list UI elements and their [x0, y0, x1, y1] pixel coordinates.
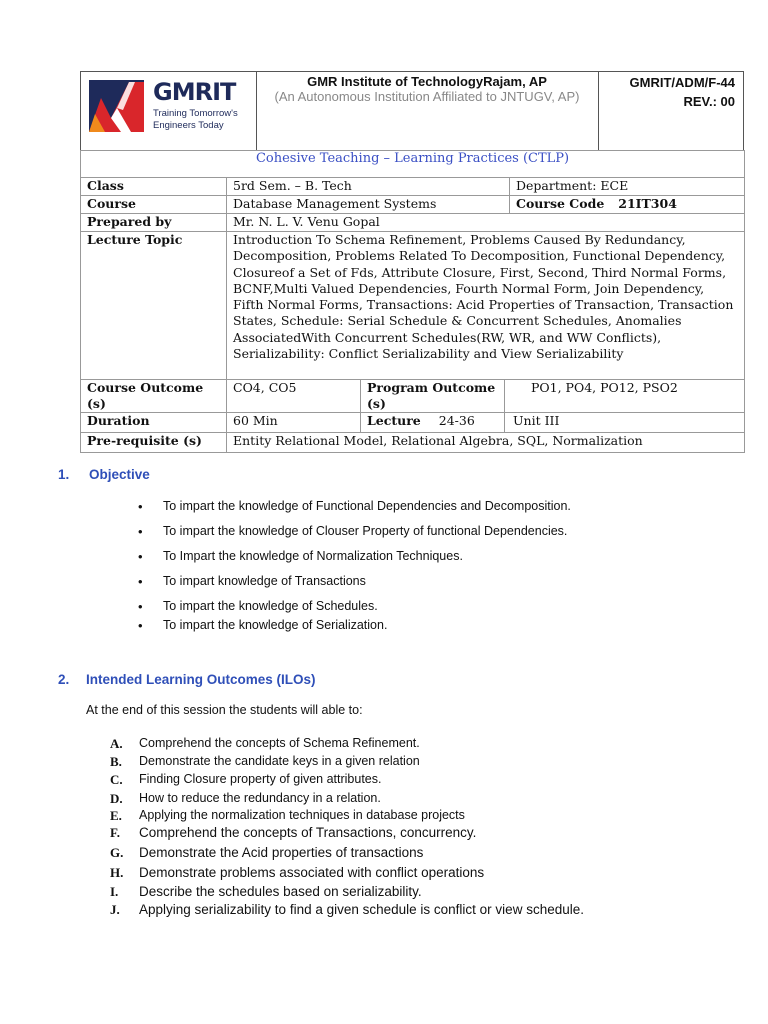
objective-item: • To impart the knowledge of Serialization.: [163, 618, 387, 632]
ilo-key: A.: [110, 736, 123, 751]
lecture-cell: [361, 413, 505, 433]
prerequisite-value: Entity Relational Model, Relational Algebra, SQL, Normalization: [227, 433, 745, 453]
prerequisite-label: Pre-requisite (s): [81, 433, 227, 453]
objective-item: • To impart the knowledge of Functional Dependencies and Decomposition.: [163, 499, 571, 513]
duration-value: 60 Min: [227, 413, 361, 433]
logo-cell: [81, 72, 257, 150]
course-code-cell: [510, 196, 745, 214]
ilo-item: [110, 845, 424, 860]
department-value: Department: ECE: [510, 178, 745, 196]
institute-cell: [256, 72, 599, 150]
objective-item: • To impart knowledge of Transactions: [163, 574, 366, 588]
ilo-key: G.: [110, 845, 124, 860]
lecture-topic-label: Lecture Topic: [81, 232, 227, 380]
ilo-key: H.: [110, 865, 124, 880]
ctlp-title: Cohesive Teaching – Learning Practices (CTLP): [81, 151, 745, 178]
program-outcome-label: Program Outcome (s): [361, 380, 505, 413]
ilo-key: F.: [110, 825, 120, 840]
logo-brand: GMRIT: [153, 78, 236, 106]
class-value: 5rd Sem. – B. Tech: [227, 178, 510, 196]
ilo-text: Finding Closure property of given attributes.: [139, 772, 382, 786]
program-outcome-value: PO1, PO4, PO12, PSO2: [505, 380, 745, 413]
objective-item: • To impart the knowledge of Clouser Property of functional Dependencies.: [163, 524, 567, 538]
objective-number: 1.: [58, 467, 70, 482]
objective-heading: Objective: [89, 467, 150, 482]
form-code-cell: [598, 72, 743, 150]
course-outcome-label: Course Outcome (s): [81, 380, 227, 413]
ilo-text: Demonstrate the candidate keys in a given relation: [139, 754, 420, 768]
course-outcome-value: CO4, CO5: [227, 380, 361, 413]
ilo-item: [110, 754, 420, 769]
ilo-text: Demonstrate problems associated with conflict operations: [139, 865, 485, 880]
ilo-text: Comprehend the concepts of Transactions, concurrency.: [139, 825, 477, 840]
institute-affiliation: (An Autonomous Institution Affiliated to JNTUGV, AP): [274, 89, 580, 104]
duration-label: Duration: [81, 413, 227, 433]
revision: REV.: 00: [683, 94, 735, 109]
lecture-value: 24-36: [438, 413, 475, 428]
ilo-item: [110, 825, 477, 840]
institute-name: GMR Institute of TechnologyRajam, AP: [307, 74, 547, 89]
ilo-item: [110, 902, 584, 917]
ilo-heading: Intended Learning Outcomes (ILOs): [86, 672, 316, 687]
ilo-number: 2.: [58, 672, 70, 687]
course-code-label: Course Code: [516, 196, 605, 211]
class-label: Class: [81, 178, 227, 196]
ilo-item: [110, 865, 485, 880]
ilo-text: How to reduce the redundancy in a relation.: [139, 791, 381, 805]
ilo-item: [110, 808, 465, 823]
ilo-item: [110, 791, 381, 806]
course-label: Course: [81, 196, 227, 214]
ilo-text: Comprehend the concepts of Schema Refinement.: [139, 736, 420, 750]
lecture-label: Lecture: [367, 413, 421, 428]
prepared-by-label: Prepared by: [81, 214, 227, 232]
ilo-item: [110, 736, 420, 751]
course-value: Database Management Systems: [227, 196, 510, 214]
ilo-item: [110, 884, 422, 899]
ilo-text: Applying serializability to find a given schedule is conflict or view schedule.: [139, 902, 584, 917]
ilo-key: E.: [110, 808, 122, 823]
ilo-text: Applying the normalization techniques in database projects: [139, 808, 465, 822]
ilo-key: J.: [110, 902, 120, 917]
header-box: [80, 71, 744, 151]
course-code-value: 21IT304: [618, 196, 677, 211]
ilo-intro: At the end of this session the students will able to:: [86, 703, 363, 717]
unit-value: Unit III: [505, 413, 745, 433]
ilo-item: [110, 772, 382, 787]
ilo-text: Demonstrate the Acid properties of transactions: [139, 845, 424, 860]
ilo-text: Describe the schedules based on serializability.: [139, 884, 422, 899]
ilo-key: C.: [110, 772, 123, 787]
objective-item: • To impart the knowledge of Schedules.: [163, 599, 378, 613]
prepared-by-value: Mr. N. L. V. Venu Gopal: [227, 214, 745, 232]
form-code: GMRIT/ADM/F-44: [629, 75, 735, 90]
lecture-topic-value: Introduction To Schema Refinement, Problems Caused By Redundancy, Decomposition, Problems Related To Decomposition, Functional Dependency, Closureof a Set of Fds, Attribute Closure, First, Second, Third Normal Forms, BCNF,Multi Valued Dependencies, Fourth Normal Form, Join Dependency, Fifth Normal Forms, Transactions: Acid Properties of Transaction, Transaction States, Schedule: Serial Schedule & Concurrent Schedules, Anomalies AssociatedWith Concurrent Schedules(RW, WR, and WW Conflicts), Serializability: Conflict Serializability and View Serializability: [227, 232, 745, 380]
objective-item: • To Impart the knowledge of Normalization Techniques.: [163, 549, 463, 563]
logo-tagline-2: Engineers Today: [153, 120, 224, 131]
ilo-key: I.: [110, 884, 119, 899]
ilo-key: D.: [110, 791, 123, 806]
course-info-table: [80, 150, 745, 453]
logo-tagline-1: Training Tomorrow's: [153, 108, 238, 119]
ilo-key: B.: [110, 754, 122, 769]
